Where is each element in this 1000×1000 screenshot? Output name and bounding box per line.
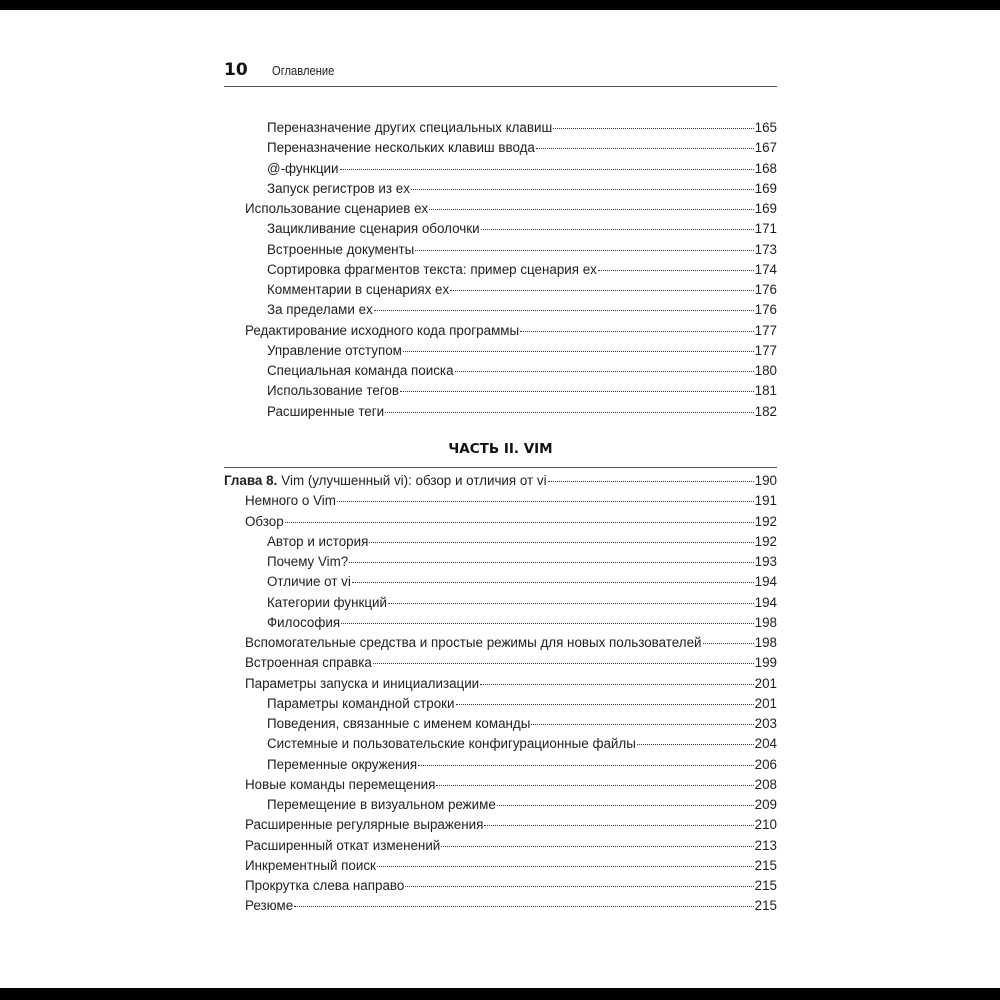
toc-entry-title bbox=[267, 613, 340, 633]
toc-entry[interactable] bbox=[224, 896, 777, 916]
toc-entry-title bbox=[245, 653, 372, 673]
toc-entry[interactable] bbox=[224, 512, 777, 532]
toc-entry[interactable] bbox=[224, 402, 777, 422]
toc-page-number: 192 bbox=[754, 513, 777, 529]
toc-entry-title bbox=[245, 836, 440, 856]
toc-page-number: 201 bbox=[754, 695, 777, 711]
dot-leader bbox=[456, 704, 754, 705]
toc-page-number: 198 bbox=[754, 635, 777, 650]
toc-page-number: 204 bbox=[754, 736, 777, 752]
dot-leader bbox=[411, 189, 754, 190]
toc-entry-text: @-функции bbox=[267, 160, 339, 176]
dot-leader bbox=[369, 542, 753, 543]
dot-leader bbox=[418, 765, 753, 766]
toc-entry[interactable] bbox=[224, 633, 777, 653]
toc-entry-title bbox=[267, 300, 373, 320]
dot-leader bbox=[520, 331, 754, 332]
toc-page-number: 176 bbox=[754, 282, 777, 297]
toc-entry-text: Встроенная справка bbox=[245, 655, 372, 671]
toc-entry-text: Новые команды перемещения bbox=[245, 776, 436, 792]
toc-page-number: 193 bbox=[754, 554, 777, 569]
toc-entry-text: Зацикливание сценария оболочки bbox=[267, 221, 480, 237]
toc-list bbox=[224, 118, 777, 422]
toc-entry-title bbox=[267, 755, 417, 775]
toc-page-number: 210 bbox=[754, 817, 777, 833]
toc-entry[interactable] bbox=[224, 300, 777, 320]
dot-leader bbox=[553, 128, 753, 129]
toc-entry-title bbox=[267, 159, 339, 179]
dot-leader bbox=[441, 846, 753, 847]
toc-entry-title bbox=[267, 694, 455, 714]
toc-entry[interactable] bbox=[224, 321, 777, 341]
toc-entry-title bbox=[245, 674, 479, 694]
toc-entry-title bbox=[245, 856, 376, 876]
toc-entry-title bbox=[245, 775, 435, 795]
toc-entry-text: Перемещение в визуальном режиме bbox=[267, 797, 496, 812]
toc-entry-text: Сортировка фрагментов текста: пример сценария ex bbox=[267, 261, 597, 277]
toc-entry[interactable] bbox=[224, 532, 777, 552]
toc-entry[interactable] bbox=[224, 179, 777, 199]
toc-entry-text: За пределами ex bbox=[267, 302, 373, 318]
toc-entry-text: Переназначение нескольких клавиш ввода bbox=[267, 140, 535, 156]
toc-page-number: 165 bbox=[754, 120, 777, 135]
toc-entry-text: Системные и пользовательские конфигурационные файлы bbox=[267, 736, 636, 752]
toc-page-number: 199 bbox=[754, 655, 777, 671]
toc-page-number: 171 bbox=[754, 221, 777, 237]
toc-page-number: 213 bbox=[754, 837, 777, 853]
dot-leader bbox=[429, 209, 753, 210]
dot-leader bbox=[436, 785, 753, 786]
toc-entry[interactable] bbox=[224, 118, 777, 138]
toc-entry-title bbox=[267, 593, 387, 613]
toc-entry-text: Расширенный откат изменений bbox=[245, 837, 441, 853]
toc-entry-text: Отличие от vi bbox=[267, 574, 351, 590]
dot-leader bbox=[480, 684, 753, 685]
dot-leader bbox=[341, 623, 754, 624]
dot-leader bbox=[637, 744, 754, 745]
toc-page-number: 215 bbox=[754, 898, 777, 914]
toc-page-number: 215 bbox=[754, 878, 777, 893]
toc-entry[interactable] bbox=[224, 593, 777, 613]
toc-entry-title bbox=[267, 572, 351, 592]
toc-entry-text: Автор и история bbox=[267, 533, 369, 549]
toc-page-number: 192 bbox=[754, 533, 777, 549]
toc-entry-text: Встроенные документы bbox=[267, 241, 415, 257]
toc-section-part1 bbox=[224, 118, 777, 422]
toc-entry-title bbox=[245, 321, 519, 341]
toc-entry-title bbox=[267, 402, 384, 422]
toc-entry-text: Редактирование исходного кода программы bbox=[245, 322, 520, 338]
toc-entry-text: Поведения, связанные с именем команды bbox=[267, 716, 531, 731]
toc-entry[interactable] bbox=[224, 795, 777, 815]
toc-entry-text: Комментарии в сценариях ex bbox=[267, 282, 450, 297]
toc-entry-text: Параметры командной строки bbox=[267, 695, 455, 711]
dot-leader bbox=[385, 412, 754, 413]
toc-entry-text: Вспомогательные средства и простые режимы для новых пользователей bbox=[245, 635, 702, 650]
toc-entry-text: Немного о Vim bbox=[245, 493, 336, 509]
toc-page-number: 177 bbox=[754, 342, 777, 358]
toc-page-number: 191 bbox=[754, 493, 777, 509]
toc-entry-text: Почему Vim? bbox=[267, 554, 349, 569]
toc-page-number: 169 bbox=[754, 201, 777, 216]
toc-entry-title bbox=[267, 179, 410, 199]
toc-entry-title bbox=[267, 240, 414, 260]
toc-entry[interactable] bbox=[224, 694, 777, 714]
dot-leader bbox=[294, 906, 753, 907]
dot-leader bbox=[405, 886, 753, 887]
toc-entry[interactable] bbox=[224, 280, 777, 300]
toc-page-number: 206 bbox=[754, 756, 777, 772]
toc-entry-text: Использование тегов bbox=[267, 383, 399, 399]
toc-entry-text: Резюме bbox=[245, 898, 294, 914]
toc-entry[interactable] bbox=[224, 219, 777, 239]
dot-leader bbox=[340, 169, 754, 170]
toc-entry[interactable] bbox=[224, 361, 777, 381]
toc-entry-text: Переназначение других специальных клавиш bbox=[267, 120, 553, 135]
toc-list bbox=[224, 471, 777, 917]
dot-leader bbox=[373, 663, 754, 664]
toc-entry-title bbox=[245, 633, 702, 653]
toc-section-part2 bbox=[224, 471, 777, 917]
toc-entry-title bbox=[245, 876, 404, 896]
toc-page-number: 194 bbox=[754, 574, 777, 590]
toc-page-number: 167 bbox=[754, 140, 777, 156]
toc-page-number: 198 bbox=[754, 614, 777, 630]
dot-leader bbox=[403, 351, 754, 352]
dot-leader bbox=[531, 724, 753, 725]
toc-entry-text: Использование сценариев ex bbox=[245, 201, 429, 216]
toc-entry-title bbox=[267, 361, 454, 381]
page-number: 10 bbox=[224, 60, 248, 80]
toc-page-number: 173 bbox=[754, 241, 777, 257]
toc-entry[interactable] bbox=[224, 856, 777, 876]
toc-entry[interactable] bbox=[224, 260, 777, 280]
toc-entry-title bbox=[245, 491, 336, 511]
toc-entry-title bbox=[267, 532, 368, 552]
toc-entry-title bbox=[245, 815, 483, 835]
dot-leader bbox=[703, 643, 754, 644]
toc-entry-title bbox=[267, 280, 449, 300]
dot-leader bbox=[285, 522, 754, 523]
toc-entry[interactable] bbox=[224, 138, 777, 158]
dot-leader bbox=[400, 391, 754, 392]
toc-page-number: 182 bbox=[754, 403, 777, 419]
toc-entry-title bbox=[267, 795, 496, 815]
toc-page-number: 174 bbox=[754, 261, 777, 277]
toc-entry[interactable] bbox=[224, 552, 777, 572]
toc-page-number: 194 bbox=[754, 594, 777, 610]
toc-entry[interactable] bbox=[224, 734, 777, 754]
toc-page-number: 209 bbox=[754, 797, 777, 812]
toc-page-number: 190 bbox=[754, 473, 777, 488]
toc-entry[interactable] bbox=[224, 815, 777, 835]
toc-entry[interactable] bbox=[224, 775, 777, 795]
dot-leader bbox=[374, 310, 754, 311]
toc-entry-text: Vim (улучшенный vi): обзор и отличия от vi bbox=[281, 473, 547, 488]
toc-entry[interactable] bbox=[224, 613, 777, 633]
toc-entry[interactable] bbox=[224, 159, 777, 179]
toc-entry-text: Запуск регистров из ex bbox=[267, 180, 410, 196]
toc-page-number: 181 bbox=[754, 383, 777, 399]
toc-page-number: 215 bbox=[754, 857, 777, 873]
dot-leader bbox=[377, 866, 754, 867]
toc-entry[interactable] bbox=[224, 755, 777, 775]
dot-leader bbox=[352, 582, 754, 583]
dot-leader bbox=[450, 290, 754, 291]
toc-entry-text: Инкрементный поиск bbox=[245, 857, 376, 873]
toc-page-number: 177 bbox=[754, 322, 777, 338]
dot-leader bbox=[349, 562, 753, 563]
toc-entry[interactable] bbox=[224, 714, 777, 734]
page-header bbox=[224, 54, 777, 87]
toc-entry-title bbox=[267, 118, 552, 138]
dot-leader bbox=[497, 805, 754, 806]
part-heading: ЧАСТЬ II. VIM bbox=[448, 441, 553, 457]
toc-entry[interactable] bbox=[224, 876, 777, 896]
toc-entry-title bbox=[267, 260, 597, 280]
toc-entry-text: Специальная команда поиска bbox=[267, 363, 454, 378]
dot-leader bbox=[598, 270, 754, 271]
part-divider bbox=[224, 467, 777, 468]
toc-entry-text: Расширенные регулярные выражения bbox=[245, 817, 484, 833]
toc-page-number: 208 bbox=[754, 776, 777, 792]
toc-entry[interactable] bbox=[224, 240, 777, 260]
toc-page-number: 169 bbox=[754, 180, 777, 196]
dot-leader bbox=[548, 481, 754, 482]
dot-leader bbox=[415, 250, 753, 251]
toc-page-number: 180 bbox=[754, 363, 777, 378]
toc-entry[interactable] bbox=[224, 674, 777, 694]
dot-leader bbox=[484, 825, 753, 826]
toc-entry-text: Параметры запуска и инициализации bbox=[245, 675, 480, 691]
dot-leader bbox=[536, 148, 754, 149]
toc-chapter-label: Глава 8. bbox=[224, 473, 278, 488]
toc-entry-text: Категории функций bbox=[267, 594, 387, 610]
toc-entry[interactable] bbox=[224, 572, 777, 592]
toc-entry-title bbox=[267, 138, 535, 158]
toc-entry-text: Обзор bbox=[245, 513, 284, 529]
toc-entry-title bbox=[267, 341, 402, 361]
toc-entry-title bbox=[245, 199, 428, 219]
toc-entry-title bbox=[245, 512, 284, 532]
toc-entry-text: Философия bbox=[267, 614, 341, 630]
toc-entry-text: Управление отступом bbox=[267, 342, 402, 358]
toc-entry[interactable] bbox=[224, 653, 777, 673]
toc-entry[interactable] bbox=[224, 381, 777, 401]
dot-leader bbox=[481, 229, 754, 230]
toc-entry-title bbox=[267, 381, 399, 401]
toc-entry-title bbox=[267, 219, 480, 239]
toc-entry[interactable] bbox=[224, 471, 777, 491]
toc-page-number: 168 bbox=[754, 160, 777, 176]
dot-leader bbox=[337, 501, 754, 502]
dot-leader bbox=[455, 371, 754, 372]
toc-entry[interactable] bbox=[224, 836, 777, 856]
dot-leader bbox=[388, 603, 754, 604]
toc-entry-text: Переменные окружения bbox=[267, 756, 418, 772]
toc-page-number: 201 bbox=[754, 675, 777, 691]
toc-entry[interactable] bbox=[224, 341, 777, 361]
toc-entry-title bbox=[267, 714, 530, 734]
toc-entry-title bbox=[245, 896, 293, 916]
toc-page-number: 176 bbox=[754, 302, 777, 318]
toc-entry[interactable] bbox=[224, 199, 777, 219]
toc-entry-title bbox=[224, 471, 547, 491]
toc-entry-title bbox=[267, 552, 348, 572]
toc-entry[interactable] bbox=[224, 491, 777, 511]
toc-page-number: 203 bbox=[754, 716, 777, 731]
toc-entry-title bbox=[267, 734, 636, 754]
running-title: Оглавление bbox=[272, 63, 335, 78]
toc-entry-text: Прокрутка слева направо bbox=[245, 878, 405, 893]
toc-entry-text: Расширенные теги bbox=[267, 403, 385, 419]
